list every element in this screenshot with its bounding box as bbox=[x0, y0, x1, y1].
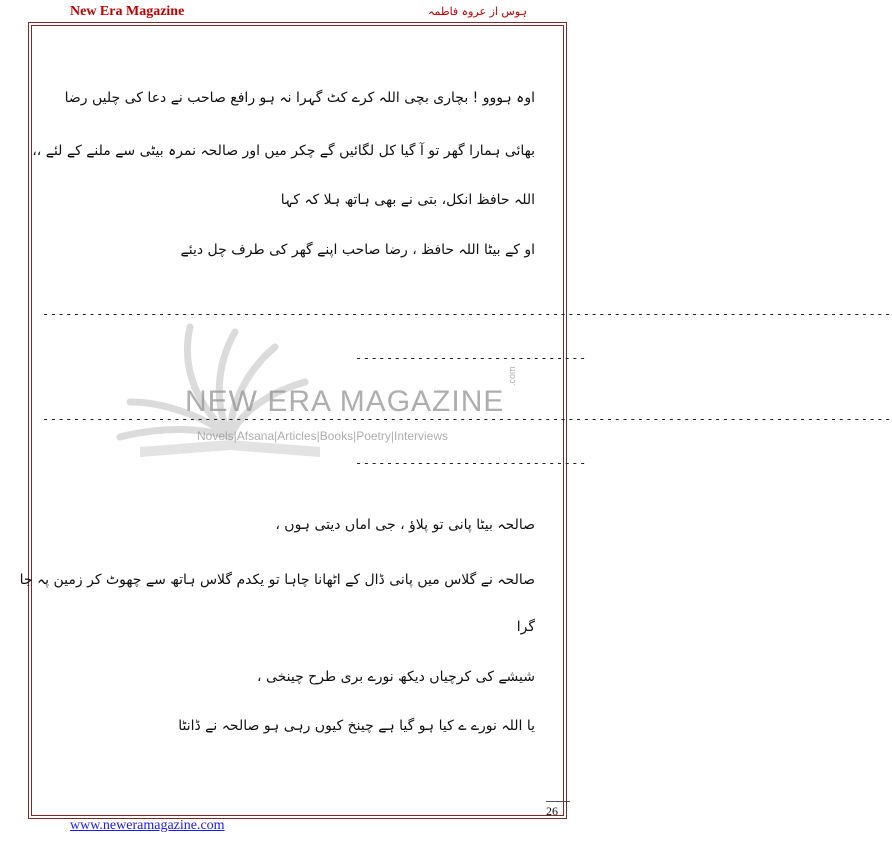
watermark-domain: .com bbox=[507, 366, 517, 386]
paragraph-line: او کے بیٹا اللہ حافظ ، رضا صاحب اپنے گھر کی طرف چل دیئے bbox=[180, 242, 535, 258]
paragraph-line: صالحہ بیٹا پانی تو پلاؤ ، جی اماں دیتی ہوں ، bbox=[275, 517, 535, 533]
paragraph-line: گرا bbox=[516, 619, 535, 635]
separator-short: ------------------------------ bbox=[355, 351, 587, 365]
separator-short: ------------------------------ bbox=[355, 456, 587, 470]
separator-full: -------------------------------------------------------------------------------------------------------------- bbox=[42, 412, 892, 426]
paragraph-line: اللہ حافظ انکل، بتی نے بھی ہاتھ ہلا کہ کہا bbox=[280, 192, 535, 208]
watermark-title: NEW ERA MAGAZINE bbox=[185, 385, 505, 418]
paragraph-line: صالحہ نے گلاس میں پانی ڈال کے اٹھانا چاہا تو یکدم گلاس ہاتھ سے چھوٹ کر زمین پہ جا bbox=[19, 572, 535, 588]
magazine-title: New Era Magazine bbox=[70, 4, 185, 19]
paragraph-line: شیشے کی کرچیاں دیکھ نورے بری طرح چینخی ، bbox=[256, 669, 535, 685]
paragraph-line: اوہ ہووو ! بچاری بچی اللہ کرے کٹ گہرا نہ ہو رافع صاحب نے دعا کی چلیں رضا bbox=[64, 90, 535, 106]
separator-full: -------------------------------------------------------------------------------------------------------------- bbox=[42, 307, 892, 321]
paragraph-line: یا اللہ نورے ے کیا ہو گیا ہے چینخ کیوں رہی ہو صالحہ نے ڈانٹا bbox=[178, 718, 535, 734]
page-number: 26 bbox=[546, 801, 570, 819]
story-title: ہوس از عروہ فاطمہ bbox=[428, 5, 527, 18]
watermark-tagline: Novels|Afsana|Articles|Books|Poetry|Interviews bbox=[197, 429, 449, 443]
paragraph-line: بھائی ہمارا گھر تو آ گیا کل لگائیں گے چکر میں اور صالحہ نمرہ بیٹی سے ملنے کے لئے ،، bbox=[32, 143, 535, 159]
website-link[interactable]: www.neweramagazine.com bbox=[70, 818, 225, 833]
